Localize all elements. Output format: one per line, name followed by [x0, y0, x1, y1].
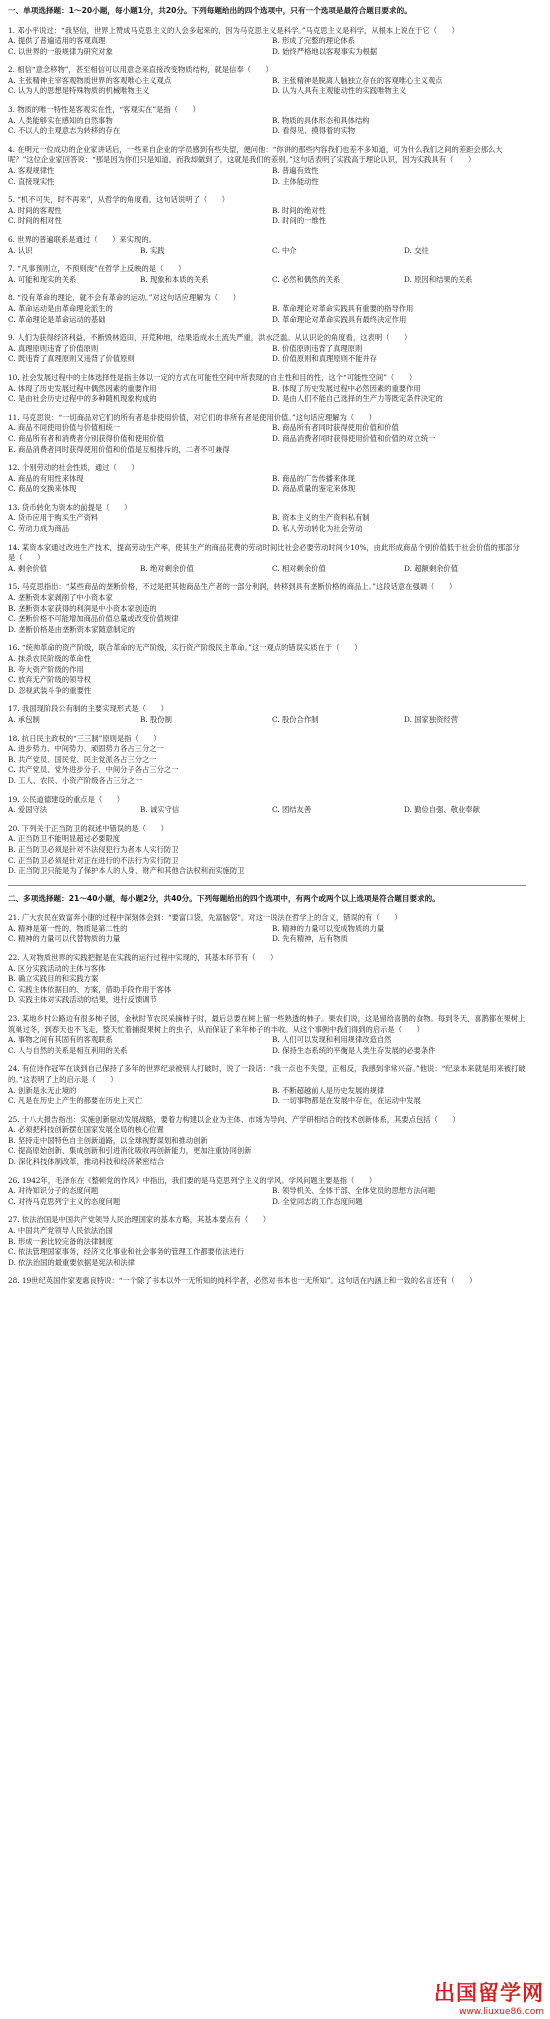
answer-option: A. 革命运动是由革命理论派生的 [8, 303, 113, 313]
answer-option: C. 以世界的一般规律为研究对象 [8, 46, 113, 56]
answer-option: A. 中国共产党领导人民依法治国 [8, 1226, 113, 1236]
answer-option: A. 承包制 [8, 714, 40, 724]
answer-option: D. 工人、农民、小资产阶级各占三分之一 [8, 775, 143, 785]
answer-option: C. 共产党员、党外进步分子、中间分子各占三分之一 [8, 765, 179, 775]
question-item [8, 235, 526, 256]
question-stem: 15. 马克思指出：“某些商品的垄断价格，不过是把其他商品生产者的一部分利润，转移到具有垄断价格的商品上。”这段话意在强调（ ） [8, 582, 457, 592]
question-stem: 8. “没有革命的理论，就不会有革命的运动。”对这句话应理解为（ ） [8, 293, 240, 303]
question-stem: 23. 某地乡村公路边有很多柿子园，金秋时节农民采摘柿子时，最后总要在树上留一些熟透的柿子。果农们说，这是留给喜鹊的食物。每到冬天，喜鹊都在果树上筑巢过冬，到春天也不飞走，整天忙着捕捉果树上的虫子，从而保证了来年柿子的丰收。从这个事例中我们得到的启示是（ ） [8, 1013, 526, 1034]
option-list [8, 1086, 526, 1107]
answer-option: A. 客观规律性 [8, 166, 55, 176]
answer-option: A. 人类能够实在感知的自然事物 [8, 115, 113, 125]
answer-option: A. 必须把科技创新摆在国家发展全局的核心位置 [8, 1125, 164, 1135]
answer-option: B. 坚持走中国特色自主创新道路，以全球视野谋划和推动创新 [8, 1135, 208, 1145]
answer-option: B. 绝对剩余价值 [140, 563, 194, 573]
watermark-url: www.liuxue86.com [459, 2007, 544, 2017]
answer-option: B. 共产党员、国民党、民主党派各占三分之一 [8, 754, 157, 764]
answer-option: A. 提供了普遍适用的客观真理 [8, 36, 106, 46]
question-item [8, 26, 526, 58]
watermark-brand: 出国留学网 [434, 1981, 544, 2005]
option-list [8, 1125, 526, 1167]
option-list [8, 76, 526, 97]
answer-option: C. 认为人的思想是特殊物质的机械唯物主义 [8, 86, 150, 96]
answer-option: B. 时间的绝对性 [272, 205, 326, 215]
question-item [8, 953, 526, 1006]
answer-option: A. 垄断资本家剥削了中小资本家 [8, 593, 113, 603]
answer-option: E. 商品消费者同时获得使用价值和价值是互相排斥的，二者不可兼得 [8, 444, 230, 454]
answer-option: C. 提高原始创新、集成创新和引进消化吸收再创新能力，更加注重协同创新 [8, 1146, 252, 1156]
question-stem: 5. “机不可失，时不再来”，从哲学的角度看，这句话说明了（ ） [8, 195, 230, 205]
watermark-logo [434, 1977, 544, 2017]
answer-option: C. 垄断价格不可能增加商品价值总量或改变价值规律 [8, 614, 179, 624]
answer-option: D. 革命理论对革命实践具有最终决定作用 [272, 314, 407, 324]
question-stem: 25. 十八大报告指出：实施创新驱动发展战略，要着力构建以企业为主体、市场为导向、产学研相结合的技术创新体系，其要点包括（ ） [8, 1114, 460, 1124]
answer-option: C. 中介 [272, 245, 297, 255]
answer-option: D. 垄断价格是由垄断资本家随意制定的 [8, 624, 135, 634]
question-stem: 14. 某资本家通过改进生产技术，提高劳动生产率，使其生产的商品花费的劳动时间比社会必要劳动时间少10%，由此形成商品个别价值低于社会价值的那部分是（ ） [8, 542, 520, 563]
question-stem: 3. 物质的唯一特性是客观实在性，“客观实在”是指（ ） [8, 105, 200, 115]
option-list [8, 654, 526, 696]
question-item [8, 293, 526, 325]
answer-option: D. 实践主体对实践活动的结果，进行反馈调节 [8, 995, 157, 1005]
question-item [8, 704, 526, 725]
answer-option: A. 商品不同使用价值与价值相统一 [8, 423, 121, 433]
question-stem: 24. 有位诗作冠军在谈到自己保持了多年的世界纪录被别人打破时，说了一段话：“我一点也不失望，正相反，我感到非常兴奋。”他说：“纪录本来就是用来被打破的。”这表明了上的启示是（ ） [8, 1064, 526, 1084]
option-list [8, 805, 526, 816]
answer-option: A. 体现了历史发展过程中偶然因素的重要作用 [8, 383, 157, 393]
answer-option: C. 正当防卫必须是针对正在进行的不法行为实行防卫 [8, 855, 179, 865]
question-item [8, 373, 526, 405]
answer-option: C. 商品的交换来体现 [8, 484, 77, 494]
answer-option: D. 深化科技体制改革，推动科技和经济紧密结合 [8, 1157, 165, 1167]
question-item [8, 333, 526, 365]
question-stem: 6. 世界的普遍联系是通过（ ）来实现的。 [8, 235, 156, 244]
answer-option: A. 精神是第一性的，物质是第二性的 [8, 923, 128, 933]
section1-questions [8, 26, 526, 877]
answer-option: B. 夸大资产阶级的作用 [8, 664, 84, 674]
option-list [8, 275, 526, 286]
answer-option: B. 股份制 [140, 714, 172, 724]
answer-option: C. 既违背了真理原则又违背了价值原则 [8, 354, 135, 364]
answer-option: D. 正当防卫只能是为了保护本人的人身、财产和其他合法权利而实施防卫 [8, 866, 245, 876]
option-list [8, 166, 526, 187]
answer-option: A. 创新是永无止境的 [8, 1085, 77, 1095]
answer-option: B. 现象和本质的关系 [140, 274, 209, 284]
answer-option: C. 对待马克思列宁主义的态度问题 [8, 1196, 121, 1206]
answer-option: D. 先有精神，后有物质 [272, 934, 348, 944]
option-list [8, 116, 526, 137]
answer-option: B. 人们可以发现和利用规律改造自然 [272, 1035, 392, 1045]
option-list [8, 744, 526, 786]
answer-option: B. 体现了历史发展过程中必然因素的重要作用 [272, 383, 421, 393]
answer-option: C. 放弃无产阶级的领导权 [8, 675, 91, 685]
answer-option: A. 可能和现实的关系 [8, 274, 77, 284]
answer-option: B. 确立实践目的和实践方案 [8, 974, 99, 984]
option-list [8, 924, 526, 945]
question-stem: 10. 社会发展过程中的主体选择性是指主体以一定的方式在可能性空间中所表现的自主性和目的性，这个“可能性空间”（ ） [8, 372, 417, 382]
answer-option: C. 革命理论是革命运动的基础 [8, 314, 106, 324]
section-divider [8, 885, 526, 886]
section2-questions [8, 913, 526, 1287]
question-stem: 20. 下列关于正当防卫的叙述中错误的是（ ） [8, 823, 168, 833]
question-item [8, 1276, 526, 1287]
option-list [8, 246, 526, 257]
answer-option: B. 诚实守信 [140, 805, 180, 815]
answer-option: D. 原因和结果的关系 [404, 274, 473, 284]
answer-option: A. 时间的客观性 [8, 205, 62, 215]
answer-option: B. 资本主义的生产资料私有制 [272, 513, 370, 523]
option-list [8, 593, 526, 635]
answer-option: A. 正当防卫不能明显超过必要限度 [8, 834, 121, 844]
answer-option: B. 价值原则违背了真理原则 [272, 343, 363, 353]
question-item [8, 1176, 526, 1208]
answer-option: B. 不断超越前人是历史发展的规律 [272, 1085, 385, 1095]
question-item [8, 795, 526, 816]
question-item [8, 734, 526, 787]
answer-option: C. 实践主体依据目的、方案，借助手段作用于客体 [8, 984, 172, 994]
question-stem: 2. 相信“意念移物”，甚至相信可以用意念来直接改变物质结构，就是信奉（ ） [8, 65, 273, 75]
answer-option: D. 勤俭自强、敬业奉献 [404, 805, 480, 815]
question-stem: 21. 广大农民在致富奔小康的过程中深刻体会到：“要富口袋，先富脑袋”。对这一说法在哲学上的含义，错误的有（ ） [8, 913, 402, 923]
answer-option: A. 货币应用于购买生产资料 [8, 513, 99, 523]
answer-option: B. 革命理论对革命实践具有重要的指导作用 [272, 303, 414, 313]
answer-option: A. 认识 [8, 245, 33, 255]
answer-option: D. 价值原则和真理原则不能并存 [272, 354, 378, 364]
answer-option: B. 垄断资本家获得的利润是中小资本家创造的 [8, 603, 157, 613]
question-item [8, 543, 526, 575]
question-item [8, 824, 526, 877]
question-stem: 7. “凡事预则立，不预则废”在哲学上反映的是（ ） [8, 264, 186, 274]
question-stem: 4. 在明元一位成功的企业家讲话后，一些来自企业的学员感到有些失望，便问他：“你讲的那些内容我们也差不多知道，可为什么我们之间的差距会那么大呢？”这位企业家回答说：“那是因为你们只是知道，而我却做到了，这就是我们的差别。”这句话表明了实践高于理论认识，因为实践具有（ ） [8, 144, 503, 165]
answer-option: D. 主体能动性 [272, 176, 319, 186]
option-list [8, 423, 526, 455]
answer-option: C. 不以人的主观意志为转移的存在 [8, 126, 121, 136]
answer-option: B. 精神的力量可以变成物质的力量 [272, 923, 385, 933]
answer-option: A. 剩余价值 [8, 563, 48, 573]
answer-option: C. 人与自然的关系是相互利用的关系 [8, 1045, 128, 1055]
question-item [8, 1014, 526, 1056]
question-stem: 19. 公民道德建设的重点是（ ） [8, 794, 125, 804]
option-list [8, 1035, 526, 1056]
question-stem: 27. 依法治国是中国共产党领导人民治理国家的基本方略，其基本要点有（ ） [8, 1215, 271, 1225]
answer-option: C. 必然和偶然的关系 [272, 274, 341, 284]
question-stem: 13. 货币转化为资本的前提是（ ） [8, 502, 132, 512]
answer-option: D. 国家独资经营 [404, 714, 459, 724]
answer-option: D. 一切事物都是在发展中存在，在运动中发展 [272, 1096, 421, 1106]
option-list [8, 513, 526, 534]
answer-option: D. 商品消费者同时获得使用价值和价值的对立统一 [272, 433, 436, 443]
option-list [8, 1186, 526, 1207]
answer-option: B. 普遍有效性 [272, 166, 319, 176]
answer-option: A. 进步势力、中间势力、顽固势力各占三分之一 [8, 744, 164, 754]
answer-option: B. 形成一套比较完备的法律制度 [8, 1236, 113, 1246]
answer-option: D. 认为人具有主观能动性的实践唯物主义 [272, 86, 407, 96]
answer-option: C. 是由社会历史过程中的多种随机现象构成的 [8, 394, 157, 404]
question-item [8, 105, 526, 137]
option-list [8, 304, 526, 325]
question-stem: 17. 我国现阶段公有制的主要实现形式是（ ） [8, 704, 168, 714]
answer-option: D. 交往 [404, 245, 429, 255]
answer-option: D. 忽视武装斗争的重要性 [8, 685, 92, 695]
answer-option: B. 物质的具体形态和具体结构 [272, 115, 370, 125]
option-list [8, 1226, 526, 1268]
answer-option: C. 时间的相对性 [8, 216, 62, 226]
option-list [8, 834, 526, 876]
option-list [8, 964, 526, 1006]
answer-option: A. 对待知识分子的态度问题 [8, 1186, 99, 1196]
question-item [8, 145, 526, 187]
question-item [8, 582, 526, 635]
exam-page [8, 4, 526, 1295]
answer-option: D. 私人劳动转化为社会劳动 [272, 524, 363, 534]
answer-option: B. 商品的广告传播来体现 [272, 473, 355, 483]
question-stem: 1. 邓小平说过：“我坚信，世界上赞成马克思主义的人会多起来的，因为马克思主义是科学。”马克思主义是科学，从根本上说在于它（ ） [8, 25, 459, 35]
answer-option: D. 时间的一维性 [272, 216, 327, 226]
option-list [8, 344, 526, 365]
question-item [8, 503, 526, 535]
answer-option: B. 形成了完整的理论体系 [272, 36, 355, 46]
answer-option: C. 劳动力成为商品 [8, 524, 70, 534]
question-stem: 9. 人们为获得经济利益，不断毁林造田，开荒种地，结果造成水土流失严重，洪水泛滥。从认识论的角度看，这表明（ ） [8, 333, 412, 343]
answer-option: A. 真理原则违背了价值原则 [8, 343, 99, 353]
question-item [8, 264, 526, 285]
answer-option: B. 实践 [140, 245, 165, 255]
option-list [8, 564, 526, 575]
answer-option: C. 凡是在历史上产生的都要在历史上灭亡 [8, 1096, 143, 1106]
question-item [8, 643, 526, 696]
option-list [8, 384, 526, 405]
question-stem: 28. 19世纪英国作家麦惠良特说：“一个除了书本以外一无所知的纯科学者，必然对书本也一无所知”。这句话在内涵上和一致的名言还有（ ） [8, 1276, 477, 1286]
section1-heading: 一、单项选择题：1～20小题，每小题1分，共20分。下列每题给出的四个选项中，只有一个选项是最符合题目要求的。 [8, 6, 412, 15]
answer-option: B. 商品所有者同时获得使用价值和价值 [272, 423, 399, 433]
question-item [8, 463, 526, 495]
answer-option: C. 依法管理国家事务，经济文化事业和社会事务的管理工作都要依法进行 [8, 1247, 245, 1257]
answer-option: D. 保持生态系统的平衡是人类生存发展的必要条件 [272, 1045, 436, 1055]
answer-option: D. 是由人们不能自己选择的生产力等既定条件决定的 [272, 394, 443, 404]
answer-option: C. 直接现实性 [8, 176, 55, 186]
answer-option: A. 抹杀农民阶级的革命性 [8, 654, 91, 663]
answer-option: D. 始终严格地以客观事实为根据 [272, 46, 378, 56]
question-item [8, 1215, 526, 1268]
answer-option: D. 商品质量的鉴定来体现 [272, 484, 356, 494]
answer-option: D. 看得见、摸得着的实物 [272, 126, 356, 136]
answer-option: B. 主张精神是脱离人脑独立存在的客观唯心主义观点 [272, 75, 443, 85]
question-item [8, 1115, 526, 1168]
answer-option: D. 依法治国的最重要依据是宪法和法律 [8, 1257, 135, 1267]
answer-option: B. 领导机关、全体干部、全体党员的思想方法问题 [272, 1186, 436, 1196]
answer-option: A. 事物之间有其固有的客观联系 [8, 1035, 113, 1045]
question-stem: 26. 1942年，毛泽东在《整顿党的作风》中指出，我们要的是马克思列宁主义的学风。学风问题主要是指（ ） [8, 1175, 377, 1185]
option-list [8, 474, 526, 495]
answer-option: C. 团结友善 [272, 805, 312, 815]
answer-option: B. 正当防卫必须是针对不法侵犯行为者本人实行防卫 [8, 844, 179, 854]
answer-option: A. 商品的有用性来体现 [8, 473, 84, 483]
question-stem: 18. 抗日民主政权的“三三制”原则是指（ ） [8, 733, 161, 743]
answer-option: D. 全党同志的工作态度问题 [272, 1196, 363, 1206]
answer-option: C. 商品所有者和消费者分别获得价值和使用价值 [8, 433, 164, 443]
question-item [8, 65, 526, 97]
answer-option: A. 主张精神主宰客观物质世界的客观唯心主义观点 [8, 75, 172, 85]
option-list [8, 715, 526, 726]
answer-option: D. 超额剩余价值 [404, 563, 459, 573]
question-item [8, 413, 526, 455]
question-stem: 22. 人对物质世界的实践把握是在实践的运行过程中实现的，其基本环节有（ ） [8, 952, 278, 962]
answer-option: A. 爱国守法 [8, 805, 48, 815]
question-item [8, 1064, 526, 1106]
question-stem: 11. 马克思说：“一切商品对它们的所有者是非使用价值，对它们的非所有者是使用价值。”这句话应理解为（ ） [8, 412, 376, 422]
question-item [8, 913, 526, 945]
question-stem: 16. “统帅革命的资产阶级，联合革命的无产阶级，实行资产阶级民主革命。”这一观点的错误实质在于（ ） [8, 643, 362, 653]
answer-option: C. 精神的力量可以代替物质的力量 [8, 934, 121, 944]
option-list [8, 206, 526, 227]
section2-heading: 二、多项选择题：21～40小题，每小题2分，共40分。下列每题给出的四个选项中，有两个或两个以上选项是符合题目要求的。 [8, 893, 440, 903]
answer-option: C. 股份合作制 [272, 714, 319, 724]
question-item [8, 195, 526, 227]
option-list [8, 36, 526, 57]
answer-option: C. 相对剩余价值 [272, 563, 326, 573]
answer-option: A. 区分实践活动的主体与客体 [8, 963, 106, 973]
question-stem: 12. 个别劳动的社会性质，通过（ ） [8, 463, 139, 473]
